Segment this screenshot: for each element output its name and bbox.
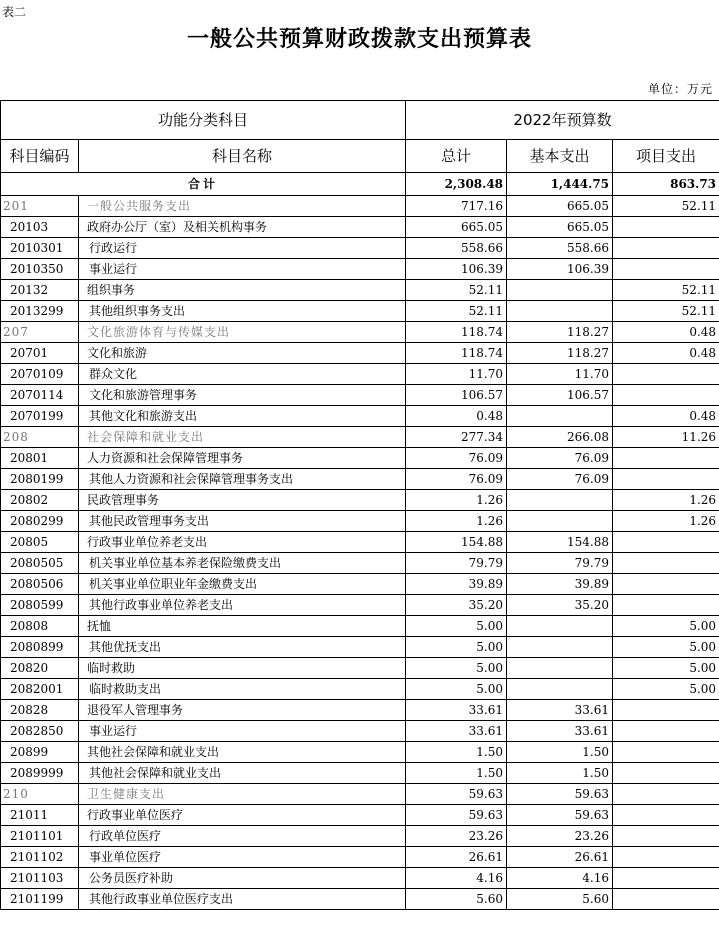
unit-label: 单位：万元 [647, 82, 713, 96]
row-name: 社会保障和就业支出 [79, 427, 406, 448]
row-total: 665.05 [406, 217, 507, 238]
row-project [613, 385, 719, 406]
table-row [1, 280, 719, 301]
row-code: 20820 [1, 658, 79, 679]
row-name: 其他民政管理事务支出 [79, 511, 406, 532]
row-name: 民政管理事务 [79, 490, 406, 511]
row-total: 33.61 [406, 721, 507, 742]
table-row [1, 427, 719, 448]
row-code: 2080899 [1, 637, 79, 658]
row-total: 11.70 [406, 364, 507, 385]
row-project [613, 700, 719, 721]
row-total: 59.63 [406, 805, 507, 826]
row-code: 2010350 [1, 259, 79, 280]
table-row [1, 721, 719, 742]
row-project [613, 259, 719, 280]
row-code: 207 [1, 322, 79, 343]
row-total: 79.79 [406, 553, 507, 574]
row-total: 5.60 [406, 889, 507, 910]
table-row [1, 553, 719, 574]
row-basic: 23.26 [507, 826, 613, 847]
row-code: 2070199 [1, 406, 79, 427]
row-code: 208 [1, 427, 79, 448]
table-row [1, 448, 719, 469]
table-row [1, 259, 719, 280]
row-code: 20103 [1, 217, 79, 238]
row-name: 机关事业单位职业年金缴费支出 [79, 574, 406, 595]
row-code: 2080506 [1, 574, 79, 595]
row-basic: 266.08 [507, 427, 613, 448]
header-row-group [1, 101, 719, 140]
row-name: 其他社会保障和就业支出 [79, 763, 406, 784]
header-row-columns [1, 140, 719, 173]
row-total: 106.39 [406, 259, 507, 280]
row-code: 20701 [1, 343, 79, 364]
row-basic: 79.79 [507, 553, 613, 574]
table-row [1, 742, 719, 763]
row-name: 组织事务 [79, 280, 406, 301]
page-title: 一般公共预算财政拨款支出预算表 [186, 26, 532, 52]
row-total: 23.26 [406, 826, 507, 847]
row-basic: 106.39 [507, 259, 613, 280]
row-project [613, 469, 719, 490]
row-project: 0.48 [613, 406, 719, 427]
table-row [1, 658, 719, 679]
row-name: 其他优抚支出 [79, 637, 406, 658]
row-name: 文化和旅游管理事务 [79, 385, 406, 406]
row-code: 20132 [1, 280, 79, 301]
table-row [1, 511, 719, 532]
row-code: 2070109 [1, 364, 79, 385]
table-row [1, 637, 719, 658]
table-row [1, 238, 719, 259]
row-name: 抚恤 [79, 616, 406, 637]
row-name: 其他社会保障和就业支出 [79, 742, 406, 763]
row-total: 5.00 [406, 637, 507, 658]
row-code: 2070114 [1, 385, 79, 406]
table-row [1, 868, 719, 889]
row-basic: 665.05 [507, 217, 613, 238]
row-code: 2013299 [1, 301, 79, 322]
table-row [1, 322, 719, 343]
row-basic: 5.60 [507, 889, 613, 910]
row-name: 文化旅游体育与传媒支出 [79, 322, 406, 343]
table-row [1, 679, 719, 700]
row-code: 210 [1, 784, 79, 805]
row-name: 事业运行 [79, 259, 406, 280]
row-basic [507, 511, 613, 532]
row-project: 0.48 [613, 322, 719, 343]
header-name: 科目名称 [79, 140, 406, 173]
row-total: 0.48 [406, 406, 507, 427]
total-basic: 1,444.75 [507, 173, 613, 196]
row-total: 26.61 [406, 847, 507, 868]
row-code: 20828 [1, 700, 79, 721]
row-code: 2010301 [1, 238, 79, 259]
row-basic [507, 406, 613, 427]
row-project: 52.11 [613, 280, 719, 301]
row-total: 52.11 [406, 301, 507, 322]
row-total: 5.00 [406, 679, 507, 700]
row-name: 退役军人管理事务 [79, 700, 406, 721]
table-row [1, 847, 719, 868]
row-project: 0.48 [613, 343, 719, 364]
row-name: 行政事业单位养老支出 [79, 532, 406, 553]
row-total: 1.26 [406, 490, 507, 511]
row-project [613, 742, 719, 763]
row-total: 5.00 [406, 616, 507, 637]
row-basic: 59.63 [507, 805, 613, 826]
row-basic [507, 637, 613, 658]
row-project [613, 763, 719, 784]
table-row [1, 595, 719, 616]
row-code: 2101101 [1, 826, 79, 847]
row-total: 5.00 [406, 658, 507, 679]
table-row [1, 616, 719, 637]
table-row [1, 532, 719, 553]
row-project [613, 574, 719, 595]
row-code: 20899 [1, 742, 79, 763]
row-project: 1.26 [613, 490, 719, 511]
row-name: 行政单位医疗 [79, 826, 406, 847]
row-total: 4.16 [406, 868, 507, 889]
table-row [1, 763, 719, 784]
row-project [613, 553, 719, 574]
table-row [1, 217, 719, 238]
row-name: 其他组织事务支出 [79, 301, 406, 322]
row-name: 事业运行 [79, 721, 406, 742]
row-total: 1.50 [406, 742, 507, 763]
row-basic: 26.61 [507, 847, 613, 868]
table-row [1, 469, 719, 490]
row-project [613, 448, 719, 469]
row-total: 33.61 [406, 700, 507, 721]
row-code: 2080199 [1, 469, 79, 490]
row-name: 临时救助支出 [79, 679, 406, 700]
row-basic: 11.70 [507, 364, 613, 385]
row-name: 临时救助 [79, 658, 406, 679]
row-code: 2101103 [1, 868, 79, 889]
row-code: 2082850 [1, 721, 79, 742]
row-project: 52.11 [613, 196, 719, 217]
table-row [1, 364, 719, 385]
row-code: 21011 [1, 805, 79, 826]
row-basic [507, 301, 613, 322]
row-name: 政府办公厅（室）及相关机构事务 [79, 217, 406, 238]
row-total: 76.09 [406, 469, 507, 490]
row-project [613, 721, 719, 742]
row-project [613, 805, 719, 826]
row-basic [507, 679, 613, 700]
row-project [613, 532, 719, 553]
row-basic: 4.16 [507, 868, 613, 889]
row-project [613, 847, 719, 868]
row-basic: 118.27 [507, 343, 613, 364]
row-total: 106.57 [406, 385, 507, 406]
row-total: 35.20 [406, 595, 507, 616]
row-project [613, 868, 719, 889]
row-project: 5.00 [613, 637, 719, 658]
row-project [613, 595, 719, 616]
budget-table [0, 100, 719, 910]
row-project [613, 889, 719, 910]
row-project: 5.00 [613, 658, 719, 679]
row-project [613, 217, 719, 238]
row-total: 118.74 [406, 322, 507, 343]
row-name: 行政事业单位医疗 [79, 805, 406, 826]
row-name: 人力资源和社会保障管理事务 [79, 448, 406, 469]
header-total: 总计 [406, 140, 507, 173]
header-basic: 基本支出 [507, 140, 613, 173]
row-basic: 558.66 [507, 238, 613, 259]
table-row [1, 343, 719, 364]
row-project: 5.00 [613, 616, 719, 637]
table-row [1, 301, 719, 322]
row-total: 277.34 [406, 427, 507, 448]
row-total: 59.63 [406, 784, 507, 805]
row-basic: 59.63 [507, 784, 613, 805]
row-name: 其他行政事业单位医疗支出 [79, 889, 406, 910]
row-code: 20805 [1, 532, 79, 553]
row-basic: 39.89 [507, 574, 613, 595]
row-project [613, 784, 719, 805]
row-basic [507, 490, 613, 511]
row-code: 20808 [1, 616, 79, 637]
row-code: 201 [1, 196, 79, 217]
table-row [1, 490, 719, 511]
header-code: 科目编码 [1, 140, 79, 173]
table-row [1, 805, 719, 826]
row-basic [507, 280, 613, 301]
row-basic: 665.05 [507, 196, 613, 217]
row-code: 20801 [1, 448, 79, 469]
table-row [1, 784, 719, 805]
row-name: 行政运行 [79, 238, 406, 259]
table-row [1, 889, 719, 910]
row-code: 2101199 [1, 889, 79, 910]
row-code: 2082001 [1, 679, 79, 700]
table-row [1, 574, 719, 595]
row-name: 卫生健康支出 [79, 784, 406, 805]
row-basic [507, 658, 613, 679]
row-basic [507, 616, 613, 637]
header-budget-year: 2022年预算数 [406, 101, 719, 140]
row-name: 文化和旅游 [79, 343, 406, 364]
row-project [613, 364, 719, 385]
row-total: 76.09 [406, 448, 507, 469]
row-name: 群众文化 [79, 364, 406, 385]
header-function-category: 功能分类科目 [1, 101, 406, 140]
row-basic: 106.57 [507, 385, 613, 406]
row-total: 558.66 [406, 238, 507, 259]
row-code: 2080299 [1, 511, 79, 532]
header-project: 项目支出 [613, 140, 719, 173]
row-project [613, 238, 719, 259]
row-total: 1.26 [406, 511, 507, 532]
row-total: 1.50 [406, 763, 507, 784]
row-basic: 118.27 [507, 322, 613, 343]
row-name: 公务员医疗补助 [79, 868, 406, 889]
row-basic: 76.09 [507, 448, 613, 469]
row-name: 其他行政事业单位养老支出 [79, 595, 406, 616]
row-basic: 35.20 [507, 595, 613, 616]
row-total: 717.16 [406, 196, 507, 217]
total-project: 863.73 [613, 173, 719, 196]
table-row [1, 406, 719, 427]
total-amount: 2,308.48 [406, 173, 507, 196]
row-code: 20802 [1, 490, 79, 511]
row-project: 11.26 [613, 427, 719, 448]
row-total: 52.11 [406, 280, 507, 301]
row-name: 其他人力资源和社会保障管理事务支出 [79, 469, 406, 490]
row-code: 2089999 [1, 763, 79, 784]
row-total: 39.89 [406, 574, 507, 595]
row-name: 一般公共服务支出 [79, 196, 406, 217]
row-basic: 33.61 [507, 700, 613, 721]
row-project [613, 826, 719, 847]
row-project: 1.26 [613, 511, 719, 532]
row-basic: 154.88 [507, 532, 613, 553]
table-row [1, 700, 719, 721]
row-total: 154.88 [406, 532, 507, 553]
table-number-label: 表二 [2, 5, 27, 19]
row-basic: 76.09 [507, 469, 613, 490]
row-basic: 1.50 [507, 763, 613, 784]
row-basic: 33.61 [507, 721, 613, 742]
row-code: 2080505 [1, 553, 79, 574]
row-code: 2080599 [1, 595, 79, 616]
row-name: 其他文化和旅游支出 [79, 406, 406, 427]
row-project: 52.11 [613, 301, 719, 322]
row-project: 5.00 [613, 679, 719, 700]
table-row [1, 196, 719, 217]
row-basic: 1.50 [507, 742, 613, 763]
row-total: 118.74 [406, 343, 507, 364]
table-row [1, 385, 719, 406]
row-name: 事业单位医疗 [79, 847, 406, 868]
row-code: 2101102 [1, 847, 79, 868]
table-row [1, 826, 719, 847]
total-row [1, 173, 719, 196]
row-name: 机关事业单位基本养老保险缴费支出 [79, 553, 406, 574]
total-label: 合计 [1, 173, 406, 196]
